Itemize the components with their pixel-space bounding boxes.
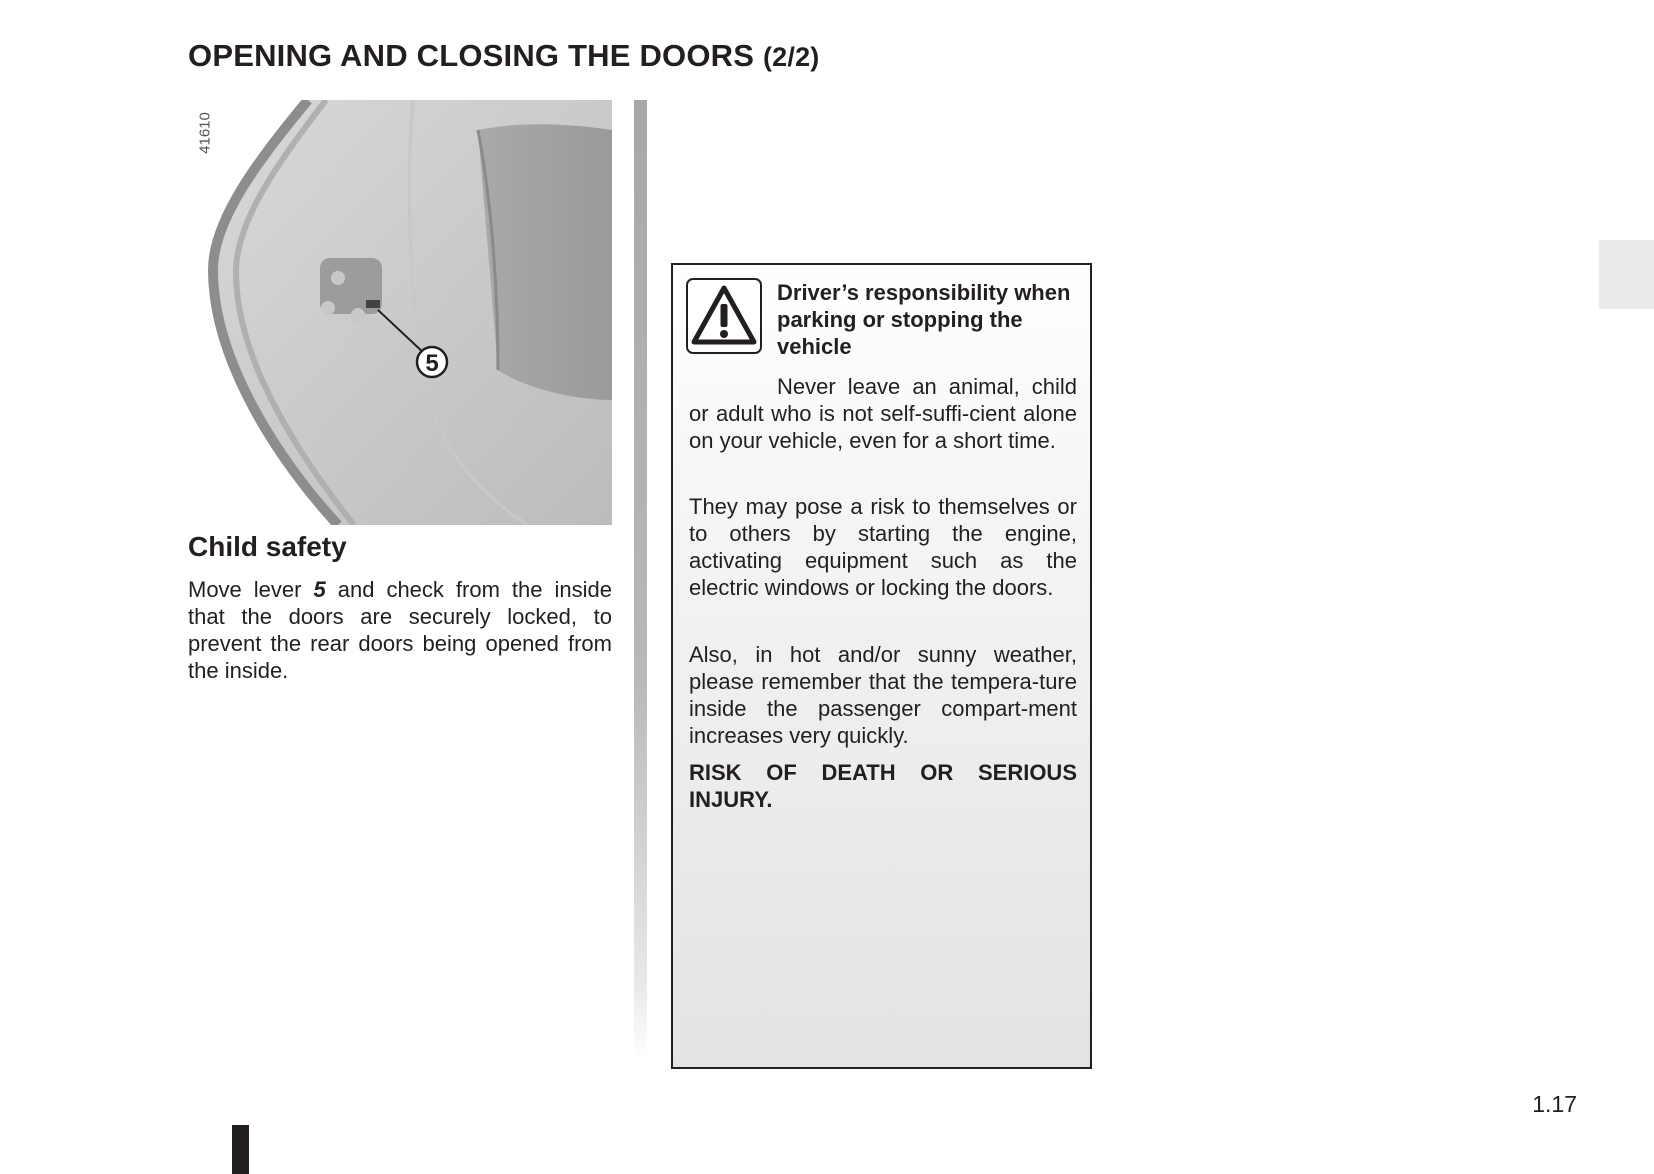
figure-code [193,108,217,158]
chapter-tab [1599,240,1654,309]
warning-risk-statement: RISK OF DEATH OR SERIOUS INJURY. [689,760,1077,812]
warning-paragraph-2: They may pose a risk to themselves or to others by starting the engine, activating equipment such as the electric windows or locking the doors. [689,494,1077,600]
door-lock-figure [188,100,612,525]
page-number: 1.17 [1532,1091,1577,1117]
warning-title: Driver’s responsibility when parking or stopping the vehicle [777,280,1071,359]
figure-code-text: 41610 [196,112,214,154]
page-title [188,38,820,74]
child-safety-text [188,576,612,684]
child-lock-lever [366,300,380,308]
warning-paragraph-1: Never leave an animal, child or adult who is not self-suffi-cient alone on your vehicle, even for a short time. [689,374,1077,453]
door-lock-illustration [188,100,612,525]
warning-triangle-icon [686,278,762,354]
page-title-suffix: (2/2) [762,42,820,72]
callout-label: 5 [425,350,439,377]
child-safety-text-end: and check from the inside that the doors are securely locked, to prevent the rear doors being opened from the inside. [188,577,612,683]
warning-paragraph-3: Also, in hot and/or sunny weather, please remember that the tempera-ture inside the passenger compart-ment increases very quickly. [689,642,1077,748]
lever-number: 5 [313,577,326,602]
child-safety-text-start: Move lever [188,577,314,602]
column-divider [634,100,647,1060]
page-title-text: OPENING AND CLOSING THE DOORS [188,38,755,73]
child-safety-heading: Child safety [188,531,347,562]
driver-responsibility-warning [671,263,1092,1069]
margin-mark [232,1125,249,1174]
